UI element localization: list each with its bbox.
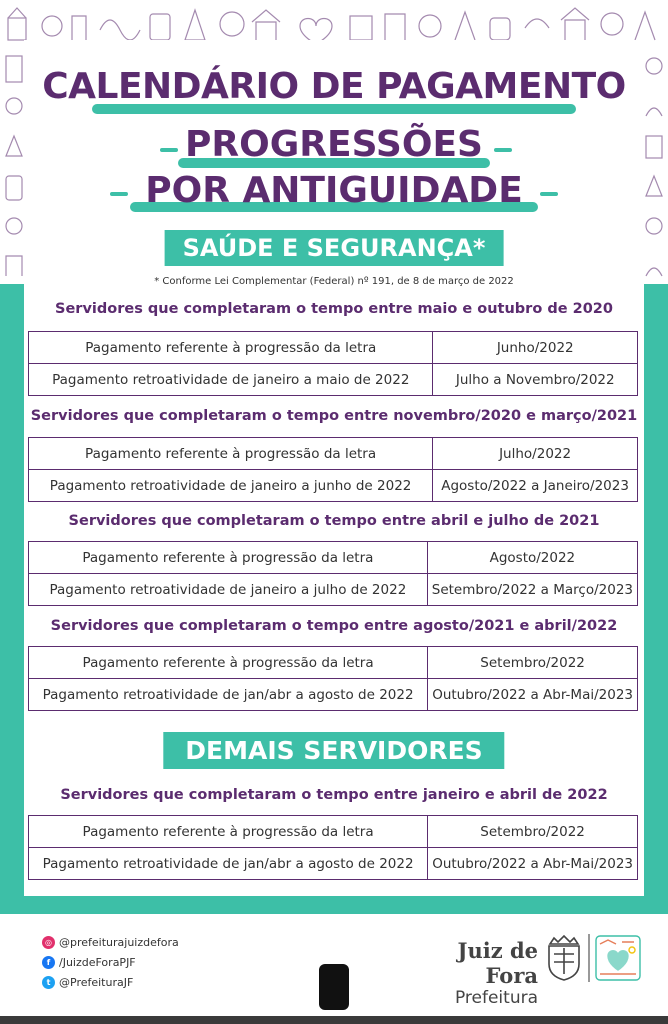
page-subtitle-line1: PROGRESSÕES (185, 124, 483, 165)
row-description: Pagamento retroatividade de jan/abr a agosto de 2022 (29, 848, 428, 880)
table-row (29, 364, 638, 396)
instagram-icon: ◎ (42, 936, 55, 949)
row-description: Pagamento referente à progressão da letra (29, 647, 428, 679)
table-row (29, 438, 638, 470)
table-row (29, 574, 638, 606)
page-subtitle-line2: POR ANTIGUIDADE (145, 170, 523, 211)
row-description: Pagamento referente à progressão da letra (29, 816, 428, 848)
table-row (29, 816, 638, 848)
bottom-bar (0, 1016, 668, 1024)
group-title: Servidores que completaram o tempo entre agosto/2021 e abril/2022 (50, 618, 618, 634)
payment-table (28, 437, 638, 502)
row-description: Pagamento retroatividade de janeiro a maio de 2022 (29, 364, 433, 396)
group-title: Servidores que completaram o tempo entre maio e outubro de 2020 (55, 301, 613, 317)
table-row (29, 848, 638, 880)
home-button[interactable] (319, 964, 349, 1010)
section-badge-health-security: SAÚDE E SEGURANÇA* (165, 230, 504, 266)
table-row (29, 332, 638, 364)
row-date: Outubro/2022 a Abr-Mai/2023 (428, 679, 638, 711)
table-row (29, 679, 638, 711)
logo-prefeitura: Prefeitura (454, 988, 538, 1008)
row-date: Julho/2022 (433, 438, 638, 470)
row-date: Agosto/2022 a Janeiro/2023 (433, 470, 638, 502)
group-title: Servidores que completaram o tempo entre janeiro e abril de 2022 (60, 787, 608, 803)
facebook-icon: f (42, 956, 55, 969)
row-date: Junho/2022 (433, 332, 638, 364)
row-description: Pagamento retroatividade de janeiro a junho de 2022 (29, 470, 433, 502)
social-instagram (42, 936, 179, 949)
group-title: Servidores que completaram o tempo entre abril e julho de 2021 (68, 513, 600, 529)
row-date: Julho a Novembro/2022 (433, 364, 638, 396)
city-logo-text (398, 938, 538, 1008)
row-description: Pagamento referente à progressão da letra (29, 438, 433, 470)
row-description: Pagamento referente à progressão da letra (29, 542, 428, 574)
row-description: Pagamento retroatividade de janeiro a julho de 2022 (29, 574, 428, 606)
table-row (29, 542, 638, 574)
row-date: Agosto/2022 (427, 542, 637, 574)
logo-city-name: Juiz de Fora (457, 938, 538, 988)
row-date: Setembro/2022 a Março/2023 (427, 574, 637, 606)
facebook-handle: /JuizdeForaPJF (59, 956, 136, 969)
twitter-icon: t (42, 976, 55, 989)
social-twitter (42, 976, 133, 989)
payment-table (28, 815, 638, 880)
logo-divider (588, 934, 590, 982)
table-row (29, 647, 638, 679)
row-date: Setembro/2022 (428, 647, 638, 679)
row-date: Outubro/2022 a Abr-Mai/2023 (428, 848, 638, 880)
section-badge-other-servers: DEMAIS SERVIDORES (163, 732, 504, 769)
row-description: Pagamento referente à progressão da letra (29, 332, 433, 364)
twitter-handle: @PrefeituraJF (59, 976, 134, 989)
payment-table (28, 646, 638, 711)
city-coat-of-arms-icon (544, 934, 584, 982)
row-date: Setembro/2022 (428, 816, 638, 848)
table-row (29, 470, 638, 502)
social-facebook (42, 956, 136, 969)
city-heart-logo-icon (594, 934, 642, 982)
group-title: Servidores que completaram o tempo entre novembro/2020 e março/2021 (30, 408, 638, 424)
instagram-handle: @prefeiturajuizdefora (59, 936, 179, 949)
footnote: * Conforme Lei Complementar (Federal) nº 191, de 8 de março de 2022 (154, 276, 514, 287)
payment-table (28, 541, 638, 606)
row-description: Pagamento retroatividade de jan/abr a agosto de 2022 (29, 679, 428, 711)
payment-table (28, 331, 638, 396)
page-title: CALENDÁRIO DE PAGAMENTO (42, 66, 626, 107)
